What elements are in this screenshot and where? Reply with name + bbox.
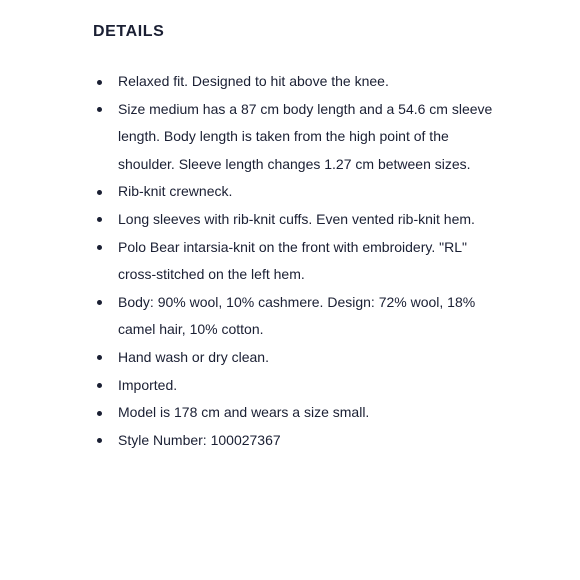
detail-text: Long sleeves with rib-knit cuffs. Even vented rib-knit hem. [118, 210, 475, 227]
bullet-icon [97, 245, 102, 250]
detail-item-fit [93, 68, 498, 96]
details-list [93, 68, 550, 454]
detail-item-neck [93, 178, 498, 206]
bullet-icon [97, 300, 102, 305]
bullet-icon [97, 190, 102, 195]
detail-text: Hand wash or dry clean. [118, 348, 269, 365]
bullet-icon [97, 411, 102, 416]
detail-text: Relaxed fit. Designed to hit above the knee. [118, 73, 389, 89]
details-heading: DETAILS [93, 23, 165, 40]
bullet-icon [97, 383, 102, 388]
bullet-icon [97, 355, 102, 360]
detail-item-origin [93, 372, 498, 400]
detail-item-size [93, 96, 498, 179]
detail-item-design [93, 234, 498, 289]
bullet-icon [97, 107, 102, 112]
bullet-icon [97, 217, 102, 222]
detail-text: Style Number: 100027367 [118, 431, 281, 448]
bullet-icon [97, 80, 102, 85]
detail-item-sleeves [93, 206, 498, 234]
detail-text: Body: 90% wool, 10% cashmere. Design: 72% wool, 18% camel hair, 10% cotton. [118, 293, 476, 338]
detail-item-material [93, 289, 498, 344]
detail-item-model [93, 399, 498, 427]
bullet-icon [97, 438, 102, 443]
detail-text: Rib-knit crewneck. [118, 183, 233, 200]
detail-item-style-number [93, 427, 498, 455]
detail-text: Imported. [118, 376, 178, 393]
detail-text: Polo Bear intarsia-knit on the front with embroidery. "RL" cross-stitched on the left hem. [118, 238, 467, 283]
detail-text: Model is 178 cm and wears a size small. [118, 404, 370, 421]
detail-item-care [93, 344, 498, 372]
detail-text: Size medium has a 87 cm body length and a 54.6 cm sleeve length. Body length is taken from the high point of the shoulder. Sleeve length changes 1.27 cm between sizes. [118, 100, 493, 172]
